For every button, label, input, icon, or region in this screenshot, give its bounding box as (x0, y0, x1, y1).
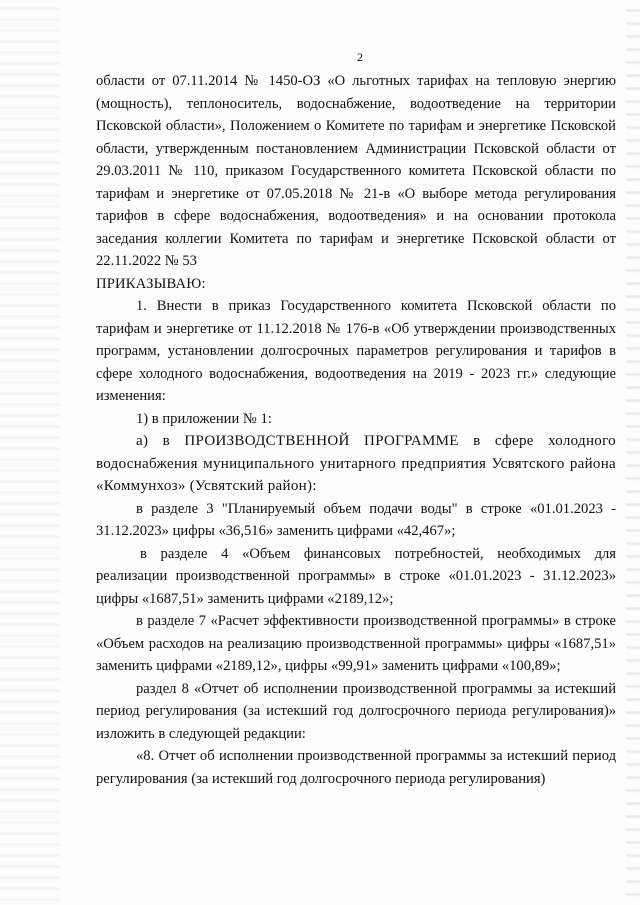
document-body (96, 70, 616, 790)
paragraph-order: ПРИКАЗЫВАЮ: (96, 275, 206, 292)
paragraph-section-4: в разделе 4 «Объем финансовых потребностей, необходимых для реализации производственной программы» в строке «01.01.2023 - 31.12.2023» цифры «1687,51» заменить цифрами «2189,12»; (96, 545, 616, 607)
paragraph-appendix-1: 1) в приложении № 1: (136, 410, 272, 427)
scan-edge-right (626, 0, 640, 905)
paragraph-program-a: а) в ПРОИЗВОДСТВЕННОЙ ПРОГРАММЕ в сфере холодного водоснабжения муниципального унитарного предприятия Усвятского района «Коммунхоз» (Усвятский район): (96, 433, 616, 494)
paragraph-report-8: «8. Отчет об исполнении производственной программы за истекший период регулирования (за истекший год долгосрочного периода регулирования) (96, 748, 616, 787)
paragraph-legal-basis: области от 07.11.2014 № 1450-ОЗ «О льготных тарифах на тепловую энергию (мощность), теплоноситель, водоснабжение, водоотведение на территории Псковской области», Положением о Комитете по тарифам и энергетике Псковской области, утвержденным постановлением Администрации Псковской области от 29.03.2011 № 110, приказом Государственного комитета Псковской области по тарифам и энергетике от 07.05.2018 № 21-в «О выборе метода регулирования тарифов в сфере водоснабжения, водоотведения» и на основании протокола заседания коллегии Комитета по тарифам и энергетике Псковской области от 22.11.2022 № 53 (96, 73, 616, 269)
page-number: 2 (357, 50, 363, 64)
paragraph-item-1: 1. Внести в приказ Государственного комитета Псковской области по тарифам и энергетике от 11.12.2018 № 176-в «Об утверждении производственных программ, установлении долгосрочных параметров регулирования и тарифов в сфере холодного водоснабжения, водоотведения на 2019 - 2023 гг.» следующие изменения: (96, 298, 616, 404)
scan-edge-left (0, 0, 60, 905)
paragraph-section-3: в разделе 3 "Планируемый объем подачи воды" в строке «01.01.2023 - 31.12.2023» цифры «36,516» заменить цифрами «42,467»; (96, 500, 616, 539)
paragraph-section-8: раздел 8 «Отчет об исполнении производственной программы за истекший период регулирования (за истекший год долгосрочного периода регулирования)» изложить в следующей редакции: (96, 680, 616, 742)
paragraph-section-7: в разделе 7 «Расчет эффективности производственной программы» в строке «Объем расходов на реализацию производственной программы» цифры «1687,51» заменить цифрами «2189,12», цифры «99,91» заменить цифрами «100,89»; (96, 613, 616, 674)
